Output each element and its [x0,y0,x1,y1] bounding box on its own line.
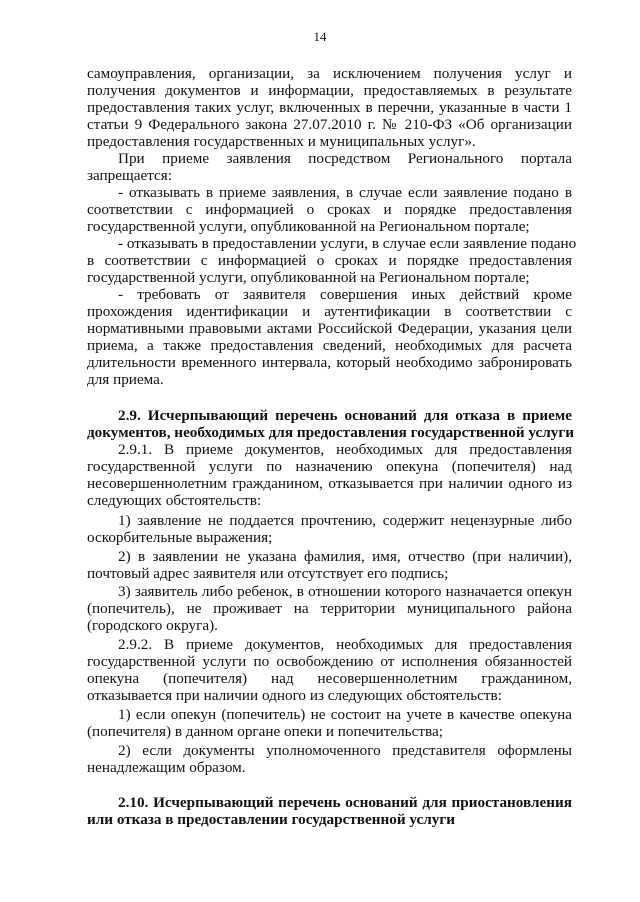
text-line: отказывается при наличии одного из следующих обстоятельств: [87,687,502,704]
text-line: соответствии с информацией о сроках и порядке предоставления [87,201,572,218]
text-line: прохождения идентификации и аутентификации в соответствии с [87,303,572,320]
section-heading-line: документов, необходимых для предоставления государственной услуги [87,424,575,441]
text-line: (попечитель), не проживает на территории муниципального района [87,600,572,617]
text-line: государственной услуги по назначению опекуна (попечителя) над [87,458,572,475]
text-line: предоставления государственных и муниципальных услуг». [87,133,476,150]
text-line: 2.9.1. В приеме документов, необходимых для предоставления [118,441,572,458]
text-line: получения документов и информации, предоставляемых в результате [87,82,572,99]
text-line: - отказывать в предоставлении услуги, в случае если заявление подано [118,235,577,252]
text-line: 2) если документы уполномоченного представителя оформлены [118,742,572,759]
text-line: (городского округа). [87,617,218,634]
section-heading-line: 2.10. Исчерпывающий перечень оснований для приостановления [118,794,572,811]
text-line: следующих обстоятельств: [87,492,262,509]
text-line: в соответствии с информацией о сроках и порядке предоставления [87,252,572,269]
section-heading-line: или отказа в предоставлении государственной услуги [87,811,456,828]
text-line: несовершеннолетним гражданином, отказывается при наличии одного из [87,475,572,492]
text-line: самоуправления, организации, за исключением получения услуг и [87,65,572,82]
text-line: длительности временного интервала, который необходимо забронировать [87,354,572,371]
text-line: 3) заявитель либо ребенок, в отношении которого назначается опекун [118,583,572,600]
text-line: почтовый адрес заявителя или отсутствует его подпись; [87,565,449,582]
text-line: 2.9.2. В приеме документов, необходимых для предоставления [118,636,572,653]
text-line: 1) заявление не поддается прочтению, содержит нецензурные либо [118,512,572,529]
text-line: ненадлежащим образом. [87,759,246,776]
text-line: приема, а также предоставления сведений, необходимых для расчета [87,337,572,354]
text-line: статьи 9 Федерального закона 27.07.2010 г. № 210-ФЗ «Об организации [87,116,572,133]
text-line: государственной услуги, опубликованной на Региональном портале; [87,269,530,286]
text-line: предоставления таких услуг, включенных в перечни, указанные в части 1 [87,99,572,116]
text-line: При приеме заявления посредством Регионального портала [118,150,572,167]
text-line: 1) если опекун (попечитель) не состоит на учете в качестве опекуна [118,706,572,723]
page-number: 14 [313,29,327,44]
text-line: для приема. [87,371,164,388]
text-line: государственной услуги, опубликованной на Региональном портале; [87,218,530,235]
text-line: нормативными правовыми актами Российской Федерации, указания цели [87,320,572,337]
section-heading-line: 2.9. Исчерпывающий перечень оснований для отказа в приеме [118,407,572,424]
text-line: 2) в заявлении не указана фамилия, имя, отчество (при наличии), [118,548,572,565]
text-line: - отказывать в приеме заявления, в случае если заявление подано в [118,184,572,201]
text-line: опекуна (попечителя) над несовершеннолетним гражданином, [87,670,572,687]
text-line: (попечителя) в данном органе опеки и попечительства; [87,723,443,740]
text-line: запрещается: [87,167,172,184]
text-line: оскорбительные выражения; [87,529,273,546]
text-line: - требовать от заявителя совершения иных действий кроме [118,286,572,303]
text-line: государственной услуги по освобождению от исполнения обязанностей [87,653,572,670]
